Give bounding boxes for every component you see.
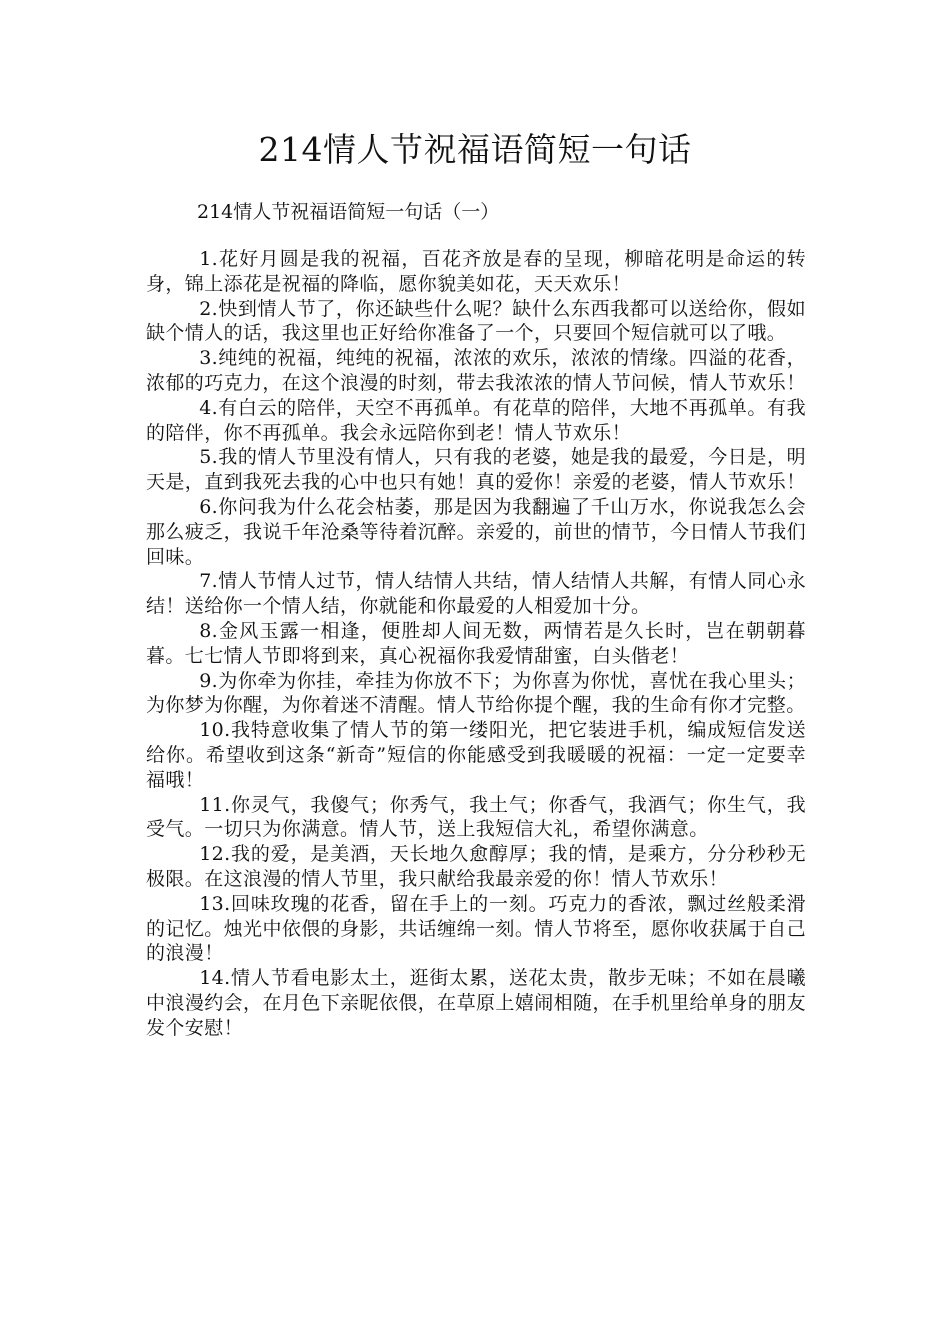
paragraph-12: 12.我的爱，是美酒，天长地久愈醇厚；我的情，是乘方，分分秒秒无极限。在这浪漫的情人节里，我只献给我最亲爱的你！情人节欢乐！ xyxy=(146,843,806,890)
paragraph-9: 9.为你牵为你挂，牵挂为你放不下；为你喜为你忧，喜忧在我心里头；为你梦为你醒，为你着迷不清醒。情人节给你提个醒，我的生命有你才完整。 xyxy=(146,669,806,717)
paragraph-5: 5.我的情人节里没有情人，只有我的老婆，她是我的最爱，今日是，明天是，直到我死去我的心中也只有她！真的爱你！亲爱的老婆，情人节欢乐！ xyxy=(146,446,806,494)
document-title: 214情人节祝福语简短一句话 xyxy=(258,130,692,169)
paragraph-2: 2.快到情人节了，你还缺些什么呢？缺什么东西我都可以送给你，假如缺个情人的话，我这里也正好给你准备了一个，只要回个短信就可以了哦。 xyxy=(146,297,806,345)
paragraph-6: 6.你问我为什么花会枯萎，那是因为我翻遍了千山万水，你说我怎么会那么疲乏，我说千年沧桑等待着沉醉。亲爱的，前世的情节，今日情人节我们回味。 xyxy=(146,495,806,568)
paragraph-1: 1.花好月圆是我的祝福，百花齐放是春的呈现，柳暗花明是命运的转身，锦上添花是祝福的降临，愿你貌美如花，天天欢乐！ xyxy=(146,248,806,295)
document-subtitle: 214情人节祝福语简短一句话（一） xyxy=(197,201,500,223)
paragraph-3: 3.纯纯的祝福，纯纯的祝福，浓浓的欢乐，浓浓的情缘。四溢的花香，浓郁的巧克力，在这个浪漫的时刻，带去我浓浓的情人节问候，情人节欢乐！ xyxy=(146,347,806,394)
document-body xyxy=(146,247,806,1041)
paragraph-8: 8.金风玉露一相逢，便胜却人间无数，两情若是久长时，岂在朝朝暮暮。七七情人节即将到来，真心祝福你我爱情甜蜜，白头偕老！ xyxy=(146,619,806,667)
paragraph-10: 10.我特意收集了情人节的第一缕阳光，把它装进手机，编成短信发送给你。希望收到这条“新奇”短信的你能感受到我暖暖的祝福：一定一定要幸福哦！ xyxy=(146,719,806,791)
paragraph-7: 7.情人节情人过节，情人结情人共结，情人结情人共解，有情人同心永结！送给你一个情人结，你就能和你最爱的人相爱加十分。 xyxy=(146,570,806,618)
paragraph-13: 13.回味玫瑰的花香，留在手上的一刻。巧克力的香浓，飘过丝般柔滑的记忆。烛光中依偎的身影，共话缠绵一刻。情人节将至，愿你收获属于自己的浪漫！ xyxy=(146,892,806,965)
paragraph-14: 14.情人节看电影太土，逛街太累，送花太贵，散步无味；不如在晨曦中浪漫约会，在月色下亲昵依偎，在草原上嬉闹相随，在手机里给单身的朋友发个安慰！ xyxy=(146,967,806,1039)
paragraph-4: 4.有白云的陪伴，天空不再孤单。有花草的陪伴，大地不再孤单。有我的陪伴，你不再孤单。我会永远陪你到老！情人节欢乐！ xyxy=(146,396,806,444)
paragraph-11: 11.你灵气，我傻气；你秀气，我土气；你香气，我酒气；你生气，我受气。一切只为你满意。情人节，送上我短信大礼，希望你满意。 xyxy=(146,793,806,841)
